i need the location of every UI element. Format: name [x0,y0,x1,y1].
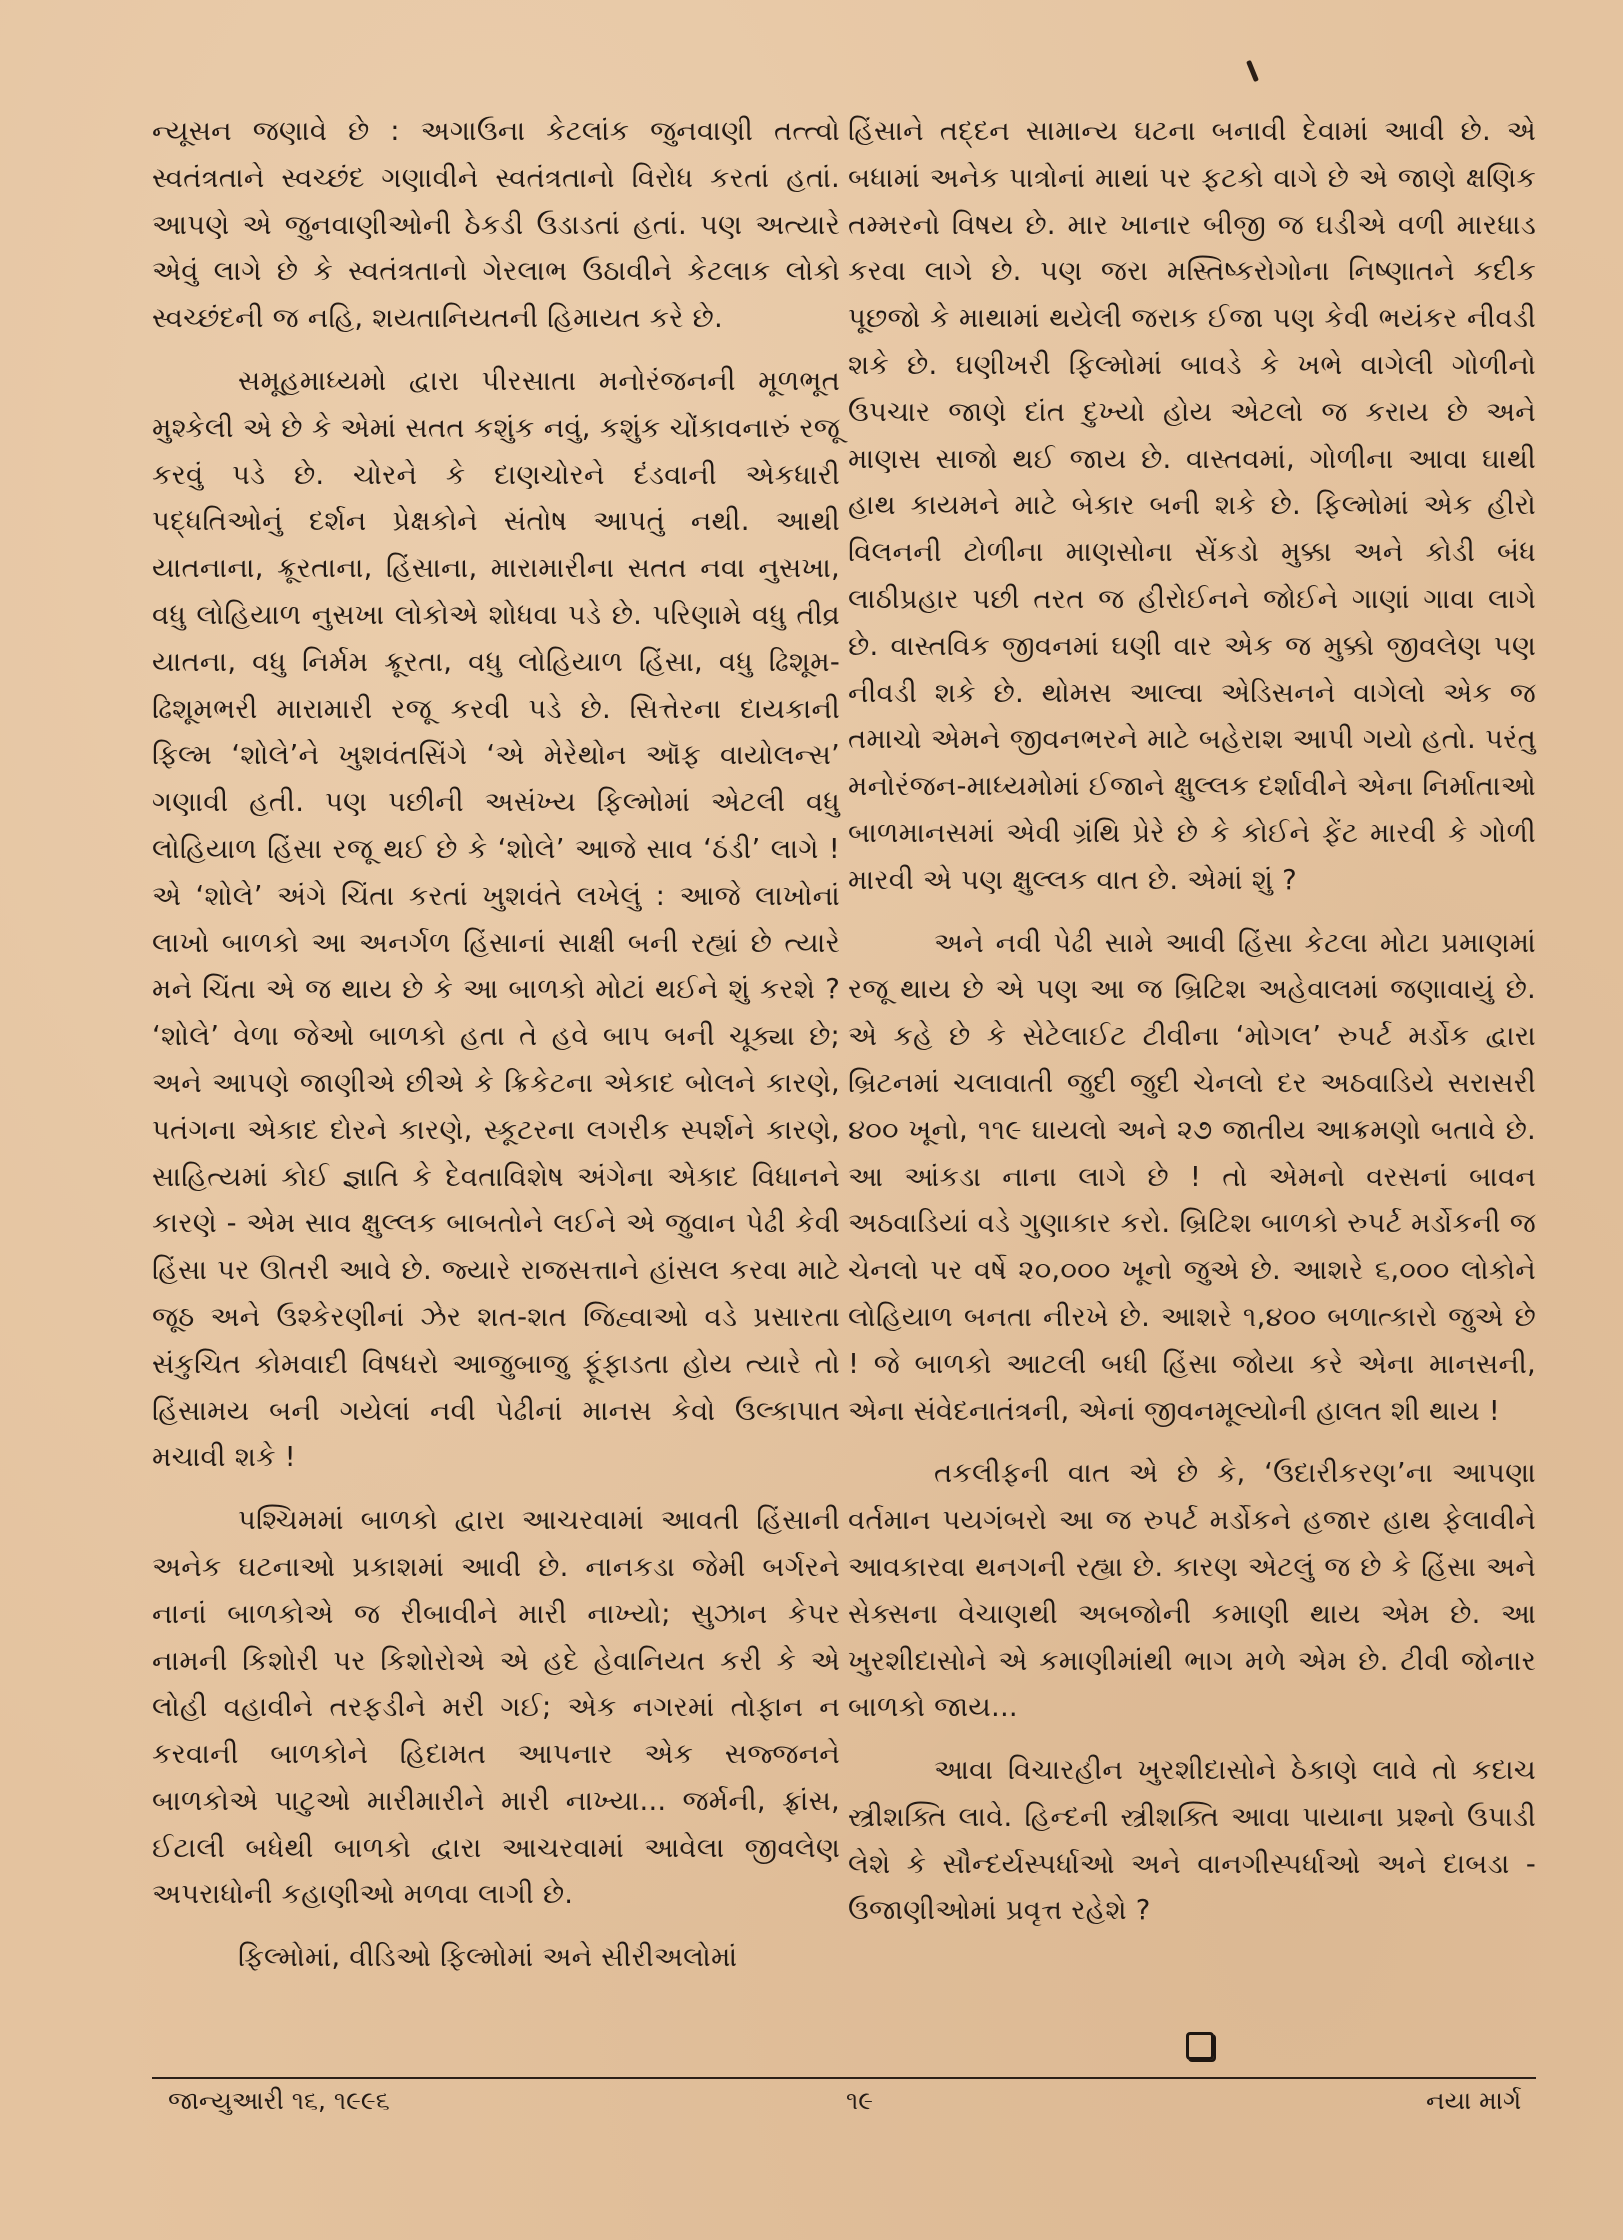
paragraph: તકલીફની વાત એ છે કે, ‘ઉદારીકરણ’ના આપણા વર્તમાન પયગંબરો આ જ રુપર્ટ મર્ડોકને હજાર હાથ ફેલાવીને આવકારવા થનગની રહ્યા છે. કારણ એટલું જ છે કે હિંસા અને સેક્સના વેચાણથી અબજોની કમાણી થાય એમ છે. આ ખુરશીદાસોને એ કમાણીમાંથી ભાગ મળે એમ છે. ટીવી જોનાર બાળકો જાય... [848,1457,1536,1724]
paragraph: પશ્ચિમમાં બાળકો દ્વારા આચરવામાં આવતી હિંસાની અનેક ઘટનાઓ પ્રકાશમાં આવી છે. નાનકડા જેમી બર્ગરને નાનાં બાળકોએ જ રીબાવીને મારી નાખ્યો; સુઝાન કેપર નામની કિશોરી પર કિશોરોએ એ હદે હેવાનિયત કરી કે એ લોહી વહાવીને તરફડીને મરી ગઈ; એક નગરમાં તોફાન ન કરવાની બાળકોને હિદામત આપનાર એક સજ્જનને બાળકોએ પાટુઓ મારીમારીને મારી નાખ્યા... જર્મની, ફ્રાંસ, ઈટાલી બધેથી બાળકો દ્વારા આચરવામાં આવેલા જીવલેણ અપરાધોની કહાણીઓ મળવા લાગી છે. [152,1504,840,1911]
paragraph: ફિલ્મોમાં, વીડિઓ ફિલ્મોમાં અને સીરીઅલોમાં [238,1941,738,1974]
left-column [152,108,840,1981]
ink-speck [1246,60,1259,82]
paragraph: સમૂહમાધ્યમો દ્વારા પીરસાતા મનોરંજનની મૂળભૂત મુશ્કેલી એ છે કે એમાં સતત કશુંક નવું, કશુંક ચોંકાવનારું રજૂ કરવું પડે છે. ચોરને કે દાણચોરને દંડવાની એકધારી પદ્ધતિઓનું દર્શન પ્રેક્ષકોને સંતોષ આપતું નથી. આથી યાતનાના, ક્રૂરતાના, હિંસાના, મારામારીના સતત નવા નુસખા, વધુ લોહિયાળ નુસખા લોકોએ શોધવા પડે છે. પરિણામે વધુ તીવ્ર યાતના, વધુ નિર્મમ ક્રૂરતા, વધુ લોહિયાળ હિંસા, વધુ ઢિશૂમ-ઢિશૂમભરી મારામારી રજૂ કરવી પડે છે. સિત્તેરના દાયકાની ફિલ્મ ‘શોલે’ને ખુશવંતસિંગે ‘એ મેરેથોન ઑફ વાયોલન્સ’ ગણાવી હતી. પણ પછીની અસંખ્ય ફિલ્મોમાં એટલી વધુ લોહિયાળ હિંસા રજૂ થઈ છે કે ‘શોલે’ આજે સાવ ‘ઠંડી’ લાગે ! એ ‘શોલે’ અંગે ચિંતા કરતાં ખુશવંતે લખેલું : આજે લાખોનાં લાખો બાળકો આ અનર્ગળ હિંસાનાં સાક્ષી બની રહ્યાં છે ત્યારે મને ચિંતા એ જ થાય છે કે આ બાળકો મોટાં થઈને શું કરશે ? ‘શોલે’ વેળા જેઓ બાળકો હતા તે હવે બાપ બની ચૂક્યા છે; અને આપણે જાણીએ છીએ કે ક્રિકેટના એકાદ બોલને કારણે, પતંગના એકાદ દોરને કારણે, સ્કૂટરના લગરીક સ્પર્શને કારણે, સાહિત્યમાં કોઈ જ્ઞાતિ કે દેવતાવિશેષ અંગેના એકાદ વિધાનને કારણે - એમ સાવ ક્ષુલ્લક બાબતોને લઈને એ જુવાન પેઢી કેવી હિંસા પર ઊતરી આવે છે. જ્યારે રાજસત્તાને હાંસલ કરવા માટે જૂઠ અને ઉશ્કેરણીનાં ઝેર શત-શત જિહ્વાઓ વડે પ્રસારતા સંકુચિત કોમવાદી વિષધરો આજુબાજુ ફૂંફાડતા હોય ત્યારે તો હિંસામય બની ગયેલાં નવી પેઢીનાં માનસ કેવો ઉલ્કાપાત મચાવી શકે ! [152,364,840,1474]
right-column [848,108,1536,1934]
footer-date: જાન્યુઆરી ૧૬, ૧૯૯૬ [168,2086,390,2115]
page-number: ૧૯ [846,2086,874,2115]
footer-divider [152,2077,1536,2079]
paragraph: હિંસાને તદ્દન સામાન્ય ઘટના બનાવી દેવામાં આવી છે. એ બધામાં અનેક પાત્રોનાં માથાં પર ફટકો વાગે છે એ જાણે ક્ષણિક તમ્મરનો વિષય છે. માર ખાનાર બીજી જ ઘડીએ વળી મારધાડ કરવા લાગે છે. પણ જરા મસ્તિષ્કરોગોના નિષ્ણાતને કદીક પૂછજો કે માથામાં થયેલી જરાક ઈજા પણ કેવી ભયંકર નીવડી શકે છે. ઘણીખરી ફિલ્મોમાં બાવડે કે ખભે વાગેલી ગોળીનો ઉપચાર જાણે દાંત દુખ્યો હોય એટલો જ કરાય છે અને માણસ સાજો થઈ જાય છે. વાસ્તવમાં, ગોળીના આવા ઘાથી હાથ કાયમને માટે બેકાર બની શકે છે. ફિલ્મોમાં એક હીરો વિલનની ટોળીના માણસોના સેંકડો મુક્કા અને કોડી બંધ લાઠીપ્રહાર પછી તરત જ હીરોઈનને જોઈને ગાણાં ગાવા લાગે છે. વાસ્તવિક જીવનમાં ઘણી વાર એક જ મુક્કો જીવલેણ પણ નીવડી શકે છે. થોમસ આલ્વા એડિસનને વાગેલો એક જ તમાચો એમને જીવનભરને માટે બહેરાશ આપી ગયો હતો. પરંતુ મનોરંજન-માધ્યમોમાં ઈજાને ક્ષુલ્લક દર્શાવીને એના નિર્માતાઓ બાળમાનસમાં એવી ગ્રંથિ પ્રેરે છે કે કોઈને ફેંટ મારવી કે ગોળી મારવી એ પણ ક્ષુલ્લક વાત છે. એમાં શું ? [848,115,1536,896]
paragraph: ન્યૂસન જણાવે છે : અગાઉના કેટલાંક જુનવાણી તત્ત્વો સ્વતંત્રતાને સ્વચ્છંદ ગણાવીને સ્વતંત્રતાનો વિરોધ કરતાં હતાં. આપણે એ જુનવાણીઓની ઠેકડી ઉડાડતાં હતાં. પણ અત્યારે એવું લાગે છે કે સ્વતંત્રતાનો ગેરલાભ ઉઠાવીને કેટલાક લોકો સ્વચ્છંદની જ નહિ, શયતાનિયતની હિમાયત કરે છે. [152,115,840,335]
publication-name: નયા માર્ગ [1426,2086,1522,2115]
end-of-article-mark [1186,2032,1214,2060]
paragraph: અને નવી પેઢી સામે આવી હિંસા કેટલા મોટા પ્રમાણમાં રજૂ થાય છે એ પણ આ જ બ્રિટિશ અહેવાલમાં જણાવાયું છે. એ કહે છે કે સેટેલાઈટ ટીવીના ‘મોગલ’ રુપર્ટ મર્ડોક દ્વારા બ્રિટનમાં ચલાવાતી જુદી જુદી ચેનલો દર અઠવાડિયે સરાસરી ૪૦૦ ખૂનો, ૧૧૯ ઘાયલો અને ૨૭ જાતીય આક્રમણો બતાવે છે. આ આંકડા નાના લાગે છે ! તો એમનો વરસનાં બાવન અઠવાડિયાં વડે ગુણાકાર કરો. બ્રિટિશ બાળકો રુપર્ટ મર્ડોકની જ ચેનલો પર વર્ષે ૨૦,૦૦૦ ખૂનો જુએ છે. આશરે ૬,૦૦૦ લોકોને લોહિયાળ બનતા નીરખે છે. આશરે ૧,૪૦૦ બળાત્કારો જુએ છે ! જે બાળકો આટલી બધી હિંસા જોયા કરે એના માનસની, એના સંવેદનાતંત્રની, એનાં જીવનમૂલ્યોની હાલત શી થાય ! [848,926,1536,1427]
paragraph: આવા વિચારહીન ખુરશીદાસોને ઠેકાણે લાવે તો કદાચ સ્ત્રીશક્તિ લાવે. હિન્દની સ્ત્રીશક્તિ આવા પાયાના પ્રશ્નો ઉપાડી લેશે કે સૌન્દર્યસ્પર્ધાઓ અને વાનગીસ્પર્ધાઓ અને દાબડા - ઉજાણીઓમાં પ્રવૃત્ત રહેશે ? [848,1754,1536,1927]
